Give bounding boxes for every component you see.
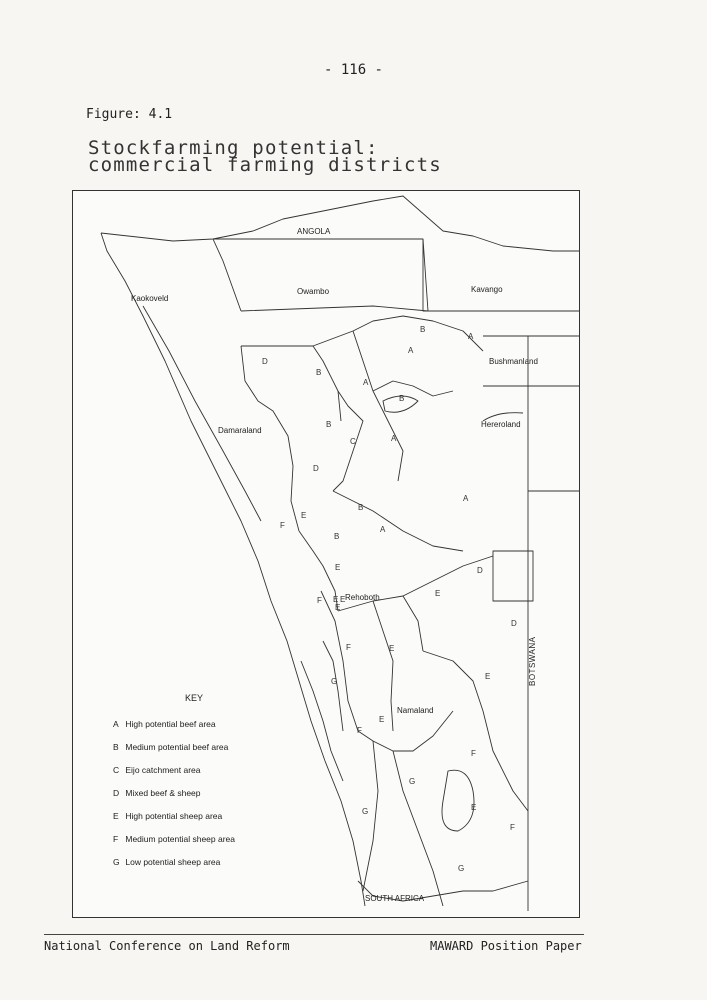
zone-label: E <box>340 595 346 604</box>
zone-label: D <box>262 357 268 366</box>
figure-title <box>88 137 442 176</box>
key-text: High potential sheep area <box>125 811 223 821</box>
zone-label: E <box>379 715 385 724</box>
angola-border <box>101 196 579 251</box>
zone-label: E <box>335 563 341 572</box>
region-label-angola: ANGOLA <box>297 227 331 236</box>
key-code: C <box>113 765 120 775</box>
region-label-damaraland: Damaraland <box>218 426 262 435</box>
key-code: F <box>113 834 119 844</box>
zone-label: F <box>471 749 476 758</box>
zone-label: B <box>326 420 332 429</box>
key-item <box>113 857 235 880</box>
figure-title-line2: commercial farming districts <box>88 154 442 176</box>
zone-label: B <box>358 503 364 512</box>
key-title: KEY <box>185 693 204 703</box>
region-label-namaland: Namaland <box>397 706 434 715</box>
zone-label: F <box>317 596 322 605</box>
key-text: Eijo catchment area <box>125 765 201 775</box>
zone-label: B <box>316 368 322 377</box>
zone-label: E <box>335 603 341 612</box>
key-text: Medium potential beef area <box>125 742 229 752</box>
region-label-kavango: Kavango <box>471 285 503 294</box>
zone-label: G <box>362 807 369 816</box>
key-code: E <box>113 811 119 821</box>
zone-label: G <box>458 864 465 873</box>
zone-label: G <box>331 677 338 686</box>
zone-label: C <box>350 437 356 446</box>
key-code: A <box>113 719 119 729</box>
region-label-south-africa: SOUTH AFRICA <box>365 894 425 903</box>
zone-label: B <box>420 325 426 334</box>
key-text: Mixed beef & sheep <box>125 788 201 798</box>
zone-label: B <box>334 532 340 541</box>
key-text: Low potential sheep area <box>125 857 221 867</box>
zone-label: A <box>391 434 397 443</box>
footer-rule <box>44 934 584 935</box>
map <box>72 190 580 918</box>
figure-label: Figure: 4.1 <box>86 107 173 122</box>
zone-label: F <box>346 643 351 652</box>
zone-label: D <box>313 464 319 473</box>
zone-label: A <box>468 332 474 341</box>
region-label-owambo: Owambo <box>297 287 330 296</box>
key-code: G <box>113 857 120 867</box>
zone-label: G <box>409 777 416 786</box>
zone-label: E <box>435 589 441 598</box>
key-item <box>113 811 235 834</box>
zone-label: A <box>463 494 469 503</box>
key-text: High potential beef area <box>125 719 216 729</box>
key-item <box>113 742 235 765</box>
footer-left: National Conference on Land Reform <box>44 939 290 953</box>
zone-label: F <box>280 521 285 530</box>
zone-label: E <box>471 803 477 812</box>
region-label-botswana: BOTSWANA <box>528 636 537 686</box>
region-label-hereroland: Hereroland <box>481 420 521 429</box>
zone-label: B <box>399 394 405 403</box>
zone-label: F <box>357 726 362 735</box>
zone-label: E <box>301 511 307 520</box>
zone-label: E <box>389 644 395 653</box>
map-key <box>113 719 235 880</box>
zone-label: A <box>363 378 369 387</box>
zone-label: F <box>510 823 515 832</box>
key-item <box>113 788 235 811</box>
zone-label: D <box>511 619 517 628</box>
region-label-rehoboth: Rehoboth <box>345 593 380 602</box>
page-number: - 116 - <box>323 62 383 78</box>
key-code: B <box>113 742 119 752</box>
region-label-bushmanland: Bushmanland <box>489 357 538 366</box>
zone-label: D <box>477 566 483 575</box>
key-text: Medium potential sheep area <box>125 834 235 844</box>
figure-title-line1: Stockfarming potential: <box>88 137 379 159</box>
region-label-kaokoveld: Kaokoveld <box>131 294 169 303</box>
key-item <box>113 834 235 857</box>
zone-label: A <box>408 346 414 355</box>
key-code: D <box>113 788 120 798</box>
zone-label: E <box>333 595 339 604</box>
footer-right: MAWARD Position Paper <box>430 939 582 953</box>
zone-label: A <box>380 525 386 534</box>
key-item <box>113 719 235 742</box>
key-item <box>113 765 235 788</box>
zone-label: E <box>485 672 491 681</box>
